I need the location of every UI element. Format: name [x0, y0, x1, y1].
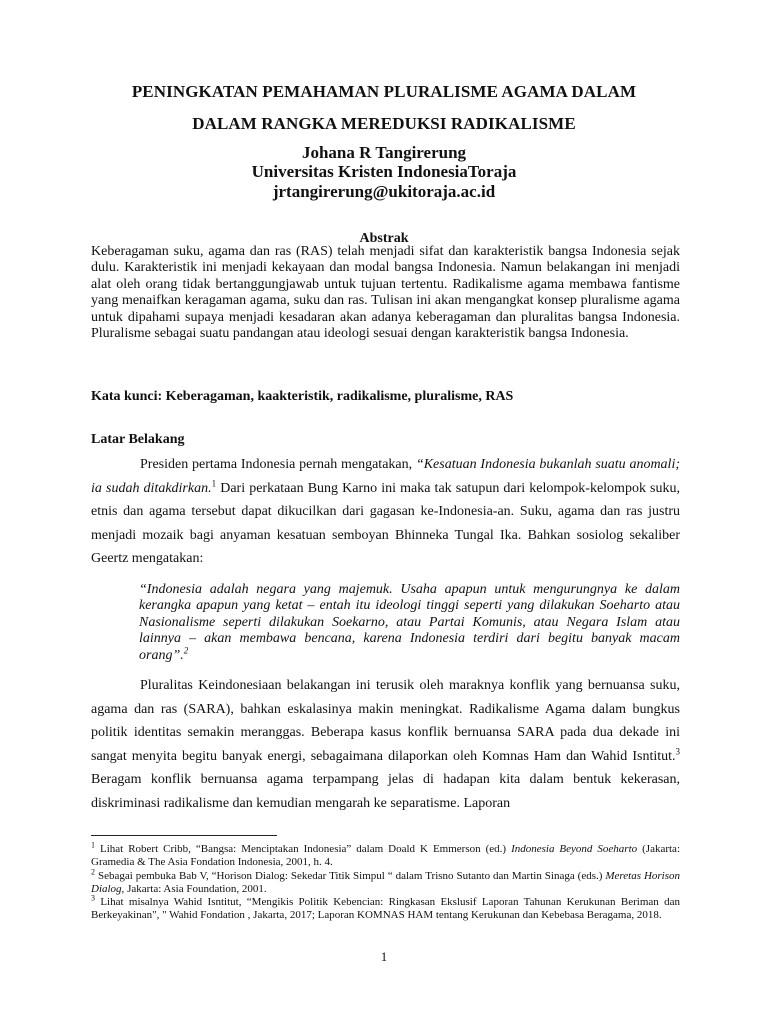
footnote-3 [91, 893, 680, 921]
section-heading: Latar Belakang [91, 432, 185, 447]
footnote-ref-2[interactable]: 2 [183, 644, 189, 655]
keywords: Kata kunci: Keberagaman, kaakteristik, radikalisme, pluralisme, RAS [91, 389, 514, 404]
footnote-number: 1 [91, 840, 95, 850]
footnote-2 [91, 867, 681, 895]
footnote-divider [91, 835, 277, 836]
abstract-heading: Abstrak [359, 231, 409, 246]
paragraph-1-text-a: Presiden pertama Indonesia pernah mengatakan, [140, 457, 416, 472]
block-quote-text: “Indonesia adalah negara yang majemuk. Usaha apapun untuk mengurungnya ke dalam kerangka apapun yang ketat – entah itu ideologi tinggi seperti yang dilakukan Soeharto atau Nasionalisme seperti dilakukan Soekarno, atau Partai Komunis, atau Negara Islam atau lainnya – akan membawa bencana, karena Indonesia terdiri dari begitu banyak macam orang”. [139, 582, 680, 663]
footnote-text: (Jakarta: Gramedia & The Asia Fondation Indonesia, 2001, h. 4. [91, 843, 680, 868]
footnote-italic: Indonesia Beyond Soeharto [511, 843, 638, 855]
footnote-ref-1[interactable]: 1 [211, 477, 217, 488]
footnote-text: Lihat Robert Cribb, “Bangsa: Menciptakan Indonesia” dalam Doald K Emmerson (ed.) [95, 843, 512, 855]
footnote-ref-3[interactable]: 3 [675, 746, 680, 757]
author-affiliation: Universitas Kristen IndonesiaToraja [251, 162, 517, 181]
paragraph-2-text-b: Beragam konflik bernuansa agama terpampang jelas di hadapan kita dalam bentuk kekerasan, diskriminasi radikalisme dan kemudian mengarah ke separatisme. Laporan [91, 772, 680, 811]
author-name: Johana R Tangirerung [301, 143, 467, 162]
footnote-text: Lihat misalnya Wahid Isntitut, “Mengikis Politik Kebencian: Ringkasan Ekslusif Laporan Tahunan Kerukunan Beriman dan Berkeyakinan", " Wahid Fondation , Jakarta, 2017; Laporan KOMNAS HAM tentang Kerukunan dan Kebebasa Beragama, 2018. [91, 896, 680, 921]
footnote-italic: Meretas Horison Dialog, [91, 870, 681, 895]
abstract-body: Keberagaman suku, agama dan ras (RAS) telah menjadi sifat dan karakteristik bangsa Indonesia sejak dulu. Karakteristik ini menjadi kekayaan dan modal bangsa Indonesia. Namun belakangan ini menjadi alat oleh orang tidak bertanggungjawab untuk tujuan tertentu. Radikalisme agama membawa fantisme yang menaifkan keragaman agama, suku dan ras. Tulisan ini akan mengangkat konsep pluralisme agama untuk dipahami supaya menjadi kesadaran akan adanya keberagaman dan pluralitas bangsa Indonesia. Pluralisme sebagai suatu pandangan atau ideologi sesuai dengan karakteristik bangsa Indonesia. [91, 244, 680, 342]
paragraph-1-quote: “Kesatuan Indonesia bukanlah suatu anomali; ia sudah ditakdirkan. [91, 457, 681, 496]
paragraph-1 [91, 453, 680, 571]
footnote-number: 3 [91, 893, 95, 903]
page-number: 1 [380, 949, 388, 964]
footnote-text: Sebagai pembuka Bab V, “Horison Dialog: Sekedar Titik Simpul “ dalam Trisno Sutanto dan Martin Sinaga (eds.) [95, 870, 606, 882]
paragraph-1-text-b: Dari perkataan Bung Karno ini maka tak satupun dari kelompok-kelompok suku, etnis dan agama tersebut dapat dikucilkan dari gagasan ke-Indonesia-an. Suku, agama dan ras justru menjadi mozaik bagi anyaman kesatuan semboyan Bhinneka Tungal Ika. Bahkan sosiolog sekaliber Geertz mengatakan: [91, 480, 680, 567]
block-quote [139, 582, 680, 664]
paragraph-2-text-a: Pluralitas Keindonesiaan belakangan ini terusik oleh maraknya konflik yang bernuansa suku, agama dan ras (SARA), bahkan eskalasinya makin meningkat. Radikalisme Agama dalam bungkus politik identitas semakin meranggas. Beberapa kasus konflik bernuansa SARA pada dua dekade ini sangat menyita begitu banyak energi, sebagaimana dilaporkan oleh Komnas Ham dan Wahid Isntitut. [91, 678, 680, 764]
author-email: jrtangirerung@ukitoraja.ac.id [272, 182, 496, 201]
footnote-text: Jakarta: Asia Foundation, 2001. [124, 882, 267, 895]
title-line-2: DALAM RANGKA MEREDUKSI RADIKALISME [192, 114, 576, 133]
footnote-number: 2 [91, 867, 95, 877]
footnote-1 [91, 840, 680, 868]
paragraph-2 [91, 674, 680, 816]
title-line-1: PENINGKATAN PEMAHAMAN PLURALISME AGAMA DALAM [131, 82, 637, 101]
